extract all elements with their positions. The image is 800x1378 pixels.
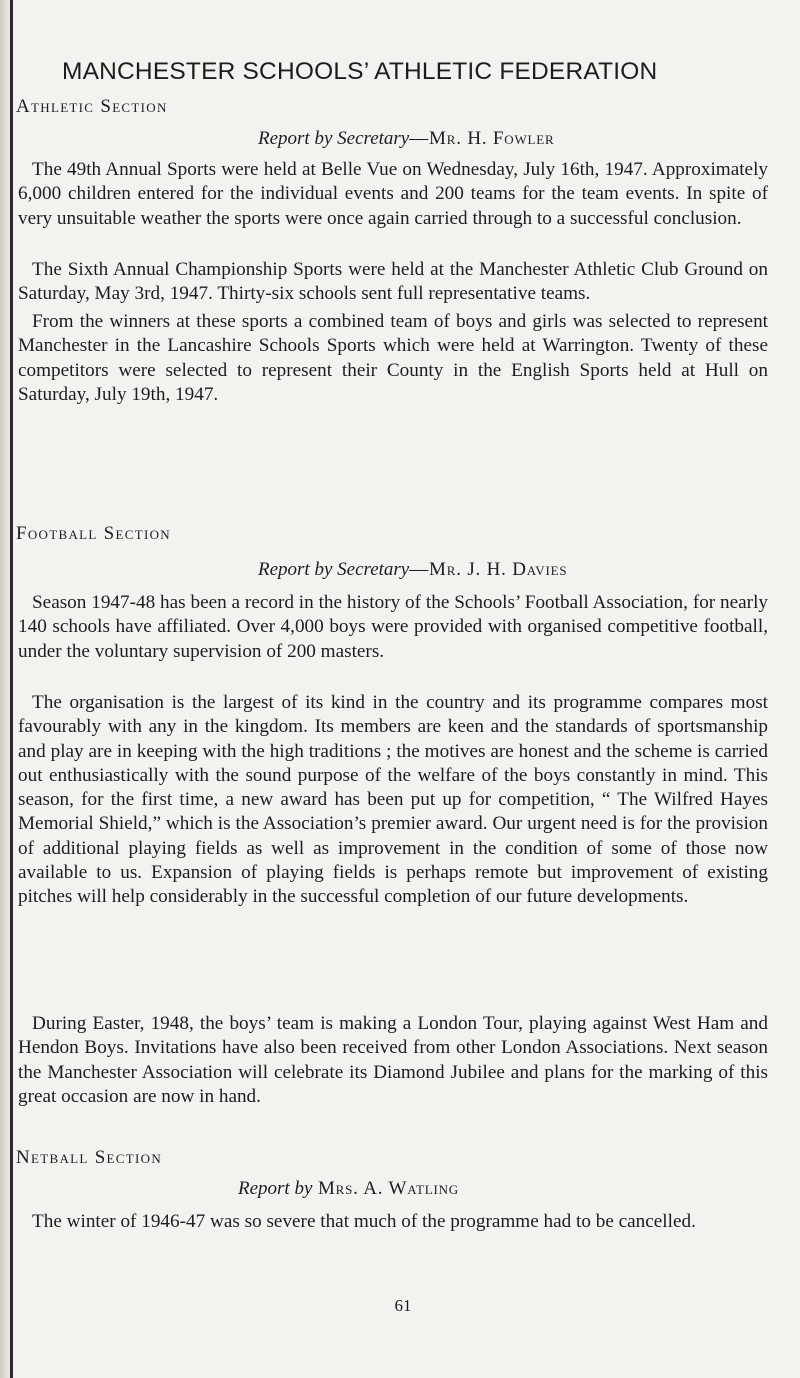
athletic-paragraph: From the winners at these sports a combined team of boys and girls was selected to represent Manchester in the Lancashire Schools Sports which were held at Warrington. Twenty of these competitors were selected to represent their County in the English Sports held at Hull on Saturday, July 19th, 1947. xyxy=(18,311,768,405)
football-paragraph: During Easter, 1948, the boys’ team is making a London Tour, playing against West Ham and Hendon Boys. Invitations have also been received from other London Associations. Next season the Manchester Association will celebrate its Diamond Jubilee and plans for the marking of this great occasion are now in hand. xyxy=(18,1013,768,1107)
page-number: 61 xyxy=(394,1296,412,1315)
netball-report-label: Report by xyxy=(238,1178,313,1199)
athletic-report-line xyxy=(258,128,555,150)
football-section-heading: Football Section xyxy=(16,523,171,544)
football-report-name: —Mr. J. H. Davies xyxy=(409,559,568,580)
netball-report-line xyxy=(238,1178,459,1200)
athletic-report-name: —Mr. H. Fowler xyxy=(409,128,555,149)
page-title: MANCHESTER SCHOOLS’ ATHLETIC FEDERATION xyxy=(62,58,658,85)
athletic-report-label: Report by Secretary xyxy=(258,128,410,149)
netball-report-name: Mrs. A. Watling xyxy=(312,1178,459,1199)
football-report-line xyxy=(258,559,567,581)
binding-edge xyxy=(10,0,13,1378)
football-report-label: Report by Secretary xyxy=(258,559,410,580)
athletic-section-heading: Athletic Section xyxy=(16,96,168,117)
football-paragraph: Season 1947-48 has been a record in the history of the Schools’ Football Association, for nearly 140 schools have affiliated. Over 4,000 boys were provided with organised competitive football, under the voluntary supervision of 200 masters. xyxy=(18,592,768,662)
netball-section-heading: Netball Section xyxy=(16,1147,163,1168)
netball-paragraph: The winter of 1946-47 was so severe that much of the programme had to be cancelled. xyxy=(32,1211,696,1232)
football-paragraph: The organisation is the largest of its kind in the country and its programme compares most favourably with any in the kingdom. Its members are keen and the standards of sportsmanship and play are in keeping with the high traditions ; the motives are honest and the scheme is carried out enthusiastically with the sound purpose of the welfare of the boys constantly in mind. This season, for the first time, a new award has been put up for competition, “ The Wilfred Hayes Memorial Shield,” which is the Association’s premier award. Our urgent need is for the provision of additional playing fields as well as improvement in the condition of some of those now available to us. Expansion of playing fields is perhaps remote but improvement of existing pitches will help considerably in the successful completion of our future developments. xyxy=(18,692,768,908)
athletic-paragraph: The Sixth Annual Championship Sports were held at the Manchester Athletic Club Ground on Saturday, May 3rd, 1947. Thirty-six schools sent full representative teams. xyxy=(18,259,768,305)
athletic-paragraph: The 49th Annual Sports were held at Belle Vue on Wednesday, July 16th, 1947. Approximately 6,000 children entered for the individual events and 200 teams for the team events. In spite of very unsuitable weather the sports were once again carried through to a successful conclusion. xyxy=(18,159,768,229)
